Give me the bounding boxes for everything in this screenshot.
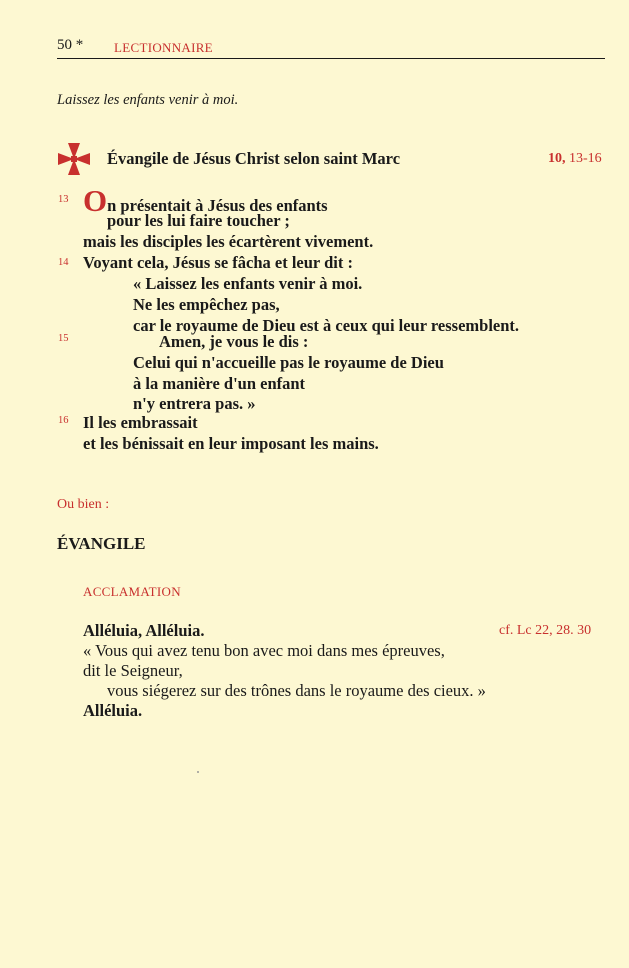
page-number: 50 * bbox=[57, 37, 84, 53]
acclamation-line-2: dit le Seigneur, bbox=[83, 661, 183, 680]
intro-line: Laissez les enfants venir à moi. bbox=[57, 92, 239, 108]
text-line-13: et les bénissait en leur imposant les mains. bbox=[83, 434, 379, 453]
alleluia-line: Alléluia, Alléluia. bbox=[83, 621, 205, 640]
print-speck bbox=[197, 771, 199, 773]
or-label: Ou bien : bbox=[57, 497, 110, 512]
text-line-10: à la manière d'un enfant bbox=[133, 374, 306, 393]
evangile-heading: ÉVANGILE bbox=[57, 534, 146, 553]
text-line-12: Il les embrassait bbox=[83, 413, 198, 432]
acclamation-label: ACCLAMATION bbox=[83, 584, 181, 599]
section-title: LECTIONNAIRE bbox=[114, 40, 213, 55]
reference-verses: 13-16 bbox=[569, 151, 602, 166]
acclamation-line-3: vous siégerez sur des trônes dans le royaume des cieux. » bbox=[107, 681, 486, 700]
reference-chapter: 10, bbox=[548, 151, 566, 166]
text-line-6: Ne les empêchez pas, bbox=[133, 295, 280, 314]
text-line-8: Amen, je vous le dis : bbox=[159, 332, 309, 351]
verse-number-16: 16 bbox=[58, 415, 69, 426]
text-line-3: mais les disciples les écartèrent vivement. bbox=[83, 232, 374, 251]
text-line-5: « Laissez les enfants venir à moi. bbox=[133, 274, 363, 293]
gospel-reference bbox=[548, 151, 602, 167]
acclamation-citation: cf. Lc 22, 28. 30 bbox=[499, 623, 592, 638]
text-line-4: Voyant cela, Jésus se fâcha et leur dit : bbox=[83, 253, 353, 272]
text-line-7: car le royaume de Dieu est à ceux qui leur ressemblent. bbox=[133, 316, 520, 335]
acclamation-line-1: « Vous qui avez tenu bon avec moi dans mes épreuves, bbox=[83, 641, 445, 660]
gospel-title: Évangile de Jésus Christ selon saint Marc bbox=[107, 149, 401, 168]
text-line-2: pour les lui faire toucher ; bbox=[107, 211, 290, 230]
verse-number-15: 15 bbox=[58, 333, 69, 344]
text-line-1-rest: n présentait à Jésus des enfants bbox=[107, 196, 328, 215]
drop-cap: O bbox=[83, 183, 108, 218]
verse-number-13: 13 bbox=[58, 194, 69, 205]
cross-icon bbox=[57, 142, 91, 176]
header-rule bbox=[57, 58, 605, 59]
verse-number-14: 14 bbox=[58, 257, 69, 268]
text-line-9: Celui qui n'accueille pas le royaume de Dieu bbox=[133, 353, 444, 372]
acclamation-line-4: Alléluia. bbox=[83, 701, 143, 720]
text-line-11: n'y entrera pas. » bbox=[133, 394, 256, 413]
